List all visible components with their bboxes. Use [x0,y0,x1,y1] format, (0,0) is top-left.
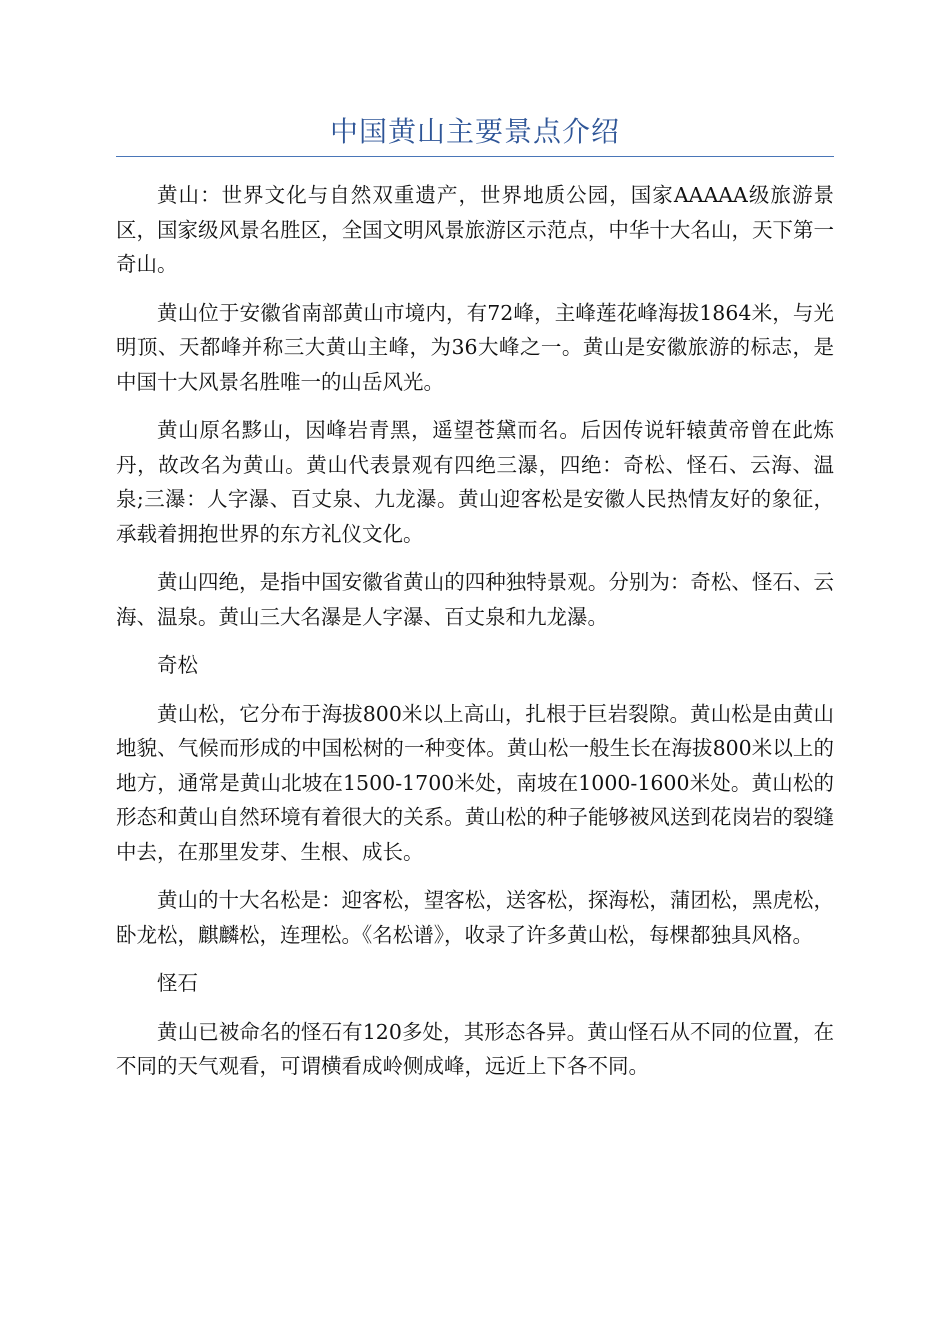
section-heading-pine: 奇松 [157,653,198,677]
intro-paragraph: 黄山：世界文化与自然双重遗产，世界地质公园，国家AAAAA级旅游景区，国家级风景名胜区，全国文明风景旅游区示范点，中华十大名山，天下第一奇山。 [116,183,834,276]
history-paragraph: 黄山原名黟山，因峰岩青黑，遥望苍黛而名。后因传说轩辕黄帝曾在此炼丹，故改名为黄山。黄山代表景观有四绝三瀑，四绝：奇松、怪石、云海、温泉;三瀑：人字瀑、百丈泉、九龙瀑。黄山迎客松是安徽人民热情友好的象征，承载着拥抱世界的东方礼仪文化。 [116,418,834,546]
location-paragraph: 黄山位于安徽省南部黄山市境内，有72峰，主峰莲花峰海拔1864米，与光明顶、天都峰并称三大黄山主峰，为36大峰之一。黄山是安徽旅游的标志，是中国十大风景名胜唯一的山岳风光。 [116,300,834,394]
section-heading-rock: 怪石 [157,971,198,995]
rock-paragraph: 黄山已被命名的怪石有120多处，其形态各异。黄山怪石从不同的位置，在不同的天气观看，可谓横看成岭侧成峰，远近上下各不同。 [116,1019,834,1078]
four-wonders-paragraph: 黄山四绝，是指中国安徽省黄山的四种独特景观。分别为：奇松、怪石、云海、温泉。黄山三大名瀑是人字瀑、百丈泉和九龙瀑。 [116,570,834,629]
title-block [116,112,834,157]
document-title: 中国黄山主要景点介绍 [329,115,620,148]
document-body [116,178,834,1098]
famous-pines-paragraph: 黄山的十大名松是：迎客松，望客松，送客松，探海松，蒲团松，黑虎松，卧龙松，麒麟松，连理松。《名松谱》，收录了许多黄山松，每棵都独具风格。 [116,888,834,947]
pine-paragraph: 黄山松，它分布于海拔800米以上高山，扎根于巨岩裂隙。黄山松是由黄山地貌、气候而形成的中国松树的一种变体。黄山松一般生长在海拔800米以上的地方，通常是黄山北坡在1500-1700米处，南坡在1000-1600米处。黄山松的形态和黄山自然环境有着很大的关系。黄山松的种子能够被风送到花岗岩的裂缝中去，在那里发芽、生根、成长。 [116,701,834,864]
